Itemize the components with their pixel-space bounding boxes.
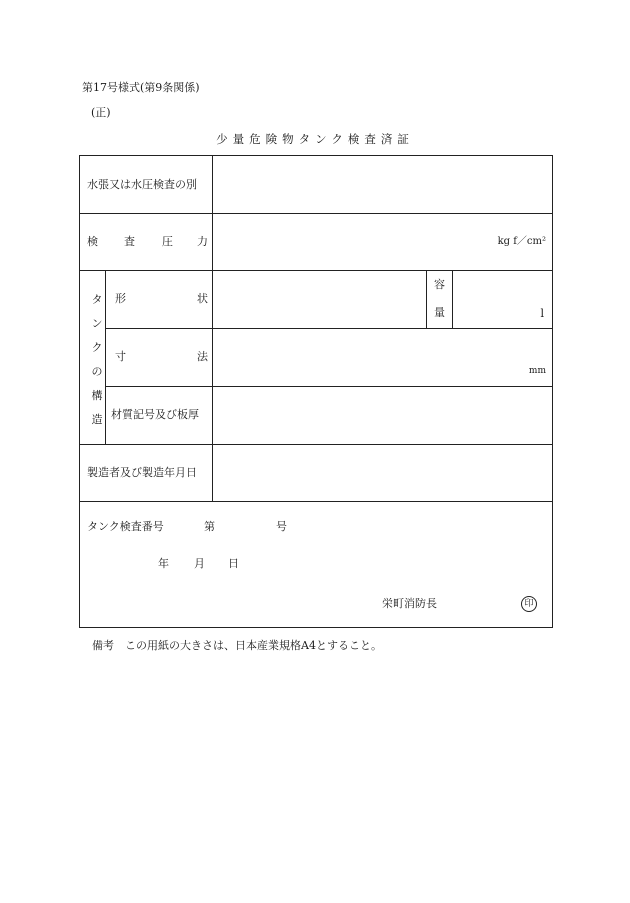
pressure-label-char: 査 <box>124 235 135 248</box>
structure-char: 造 <box>91 413 103 426</box>
certificate-form <box>79 155 553 628</box>
row-divider <box>80 501 552 502</box>
tank-structure-label <box>90 288 104 432</box>
month-label: 月 <box>194 557 205 570</box>
form-number: 第17号様式(第9条関係) <box>82 81 200 94</box>
column-divider <box>105 270 106 444</box>
row-divider <box>80 213 552 214</box>
number-prefix: 第 <box>204 520 215 533</box>
number-suffix: 号 <box>276 520 287 533</box>
column-divider <box>452 270 453 328</box>
dimension-label-char: 法 <box>197 350 208 363</box>
capacity-label-char: 容 <box>434 278 445 291</box>
year-label: 年 <box>158 557 169 570</box>
capacity-label-char: 量 <box>434 306 445 319</box>
remarks-note: 備考 この用紙の大きさは、日本産業規格A4とすること。 <box>92 639 382 652</box>
day-label: 日 <box>228 557 239 570</box>
pressure-unit: kg f／cm² <box>497 236 546 247</box>
row-divider <box>105 328 552 329</box>
dimension-label-char: 寸 <box>115 350 126 363</box>
structure-char: の <box>91 365 103 378</box>
shape-label-char: 状 <box>197 292 208 305</box>
pressure-label-char: 力 <box>197 235 208 248</box>
test-type-label: 水張又は水圧検査の別 <box>87 178 197 191</box>
manufacturer-label: 製造者及び製造年月日 <box>87 466 197 479</box>
pressure-label-char: 検 <box>87 235 98 248</box>
side-label: (正) <box>91 106 111 119</box>
dimension-unit: mm <box>528 366 546 376</box>
issuer-label: 栄町消防長 <box>382 597 437 610</box>
seal-mark: 印 <box>521 596 537 612</box>
material-label: 材質記号及び板厚 <box>111 408 199 421</box>
capacity-unit: l <box>540 307 544 320</box>
row-divider <box>80 270 552 271</box>
structure-char: タ <box>91 293 103 306</box>
shape-label-char: 形 <box>115 292 126 305</box>
structure-char: ク <box>91 341 103 354</box>
row-divider <box>105 386 552 387</box>
pressure-label-char: 圧 <box>162 235 173 248</box>
column-divider <box>212 156 213 501</box>
structure-char: ン <box>91 317 103 330</box>
structure-char: 構 <box>91 389 103 402</box>
inspection-number-label: タンク検査番号 <box>87 520 164 533</box>
page-title: 少量危険物タンク検査済証 <box>216 132 414 146</box>
row-divider <box>80 444 552 445</box>
column-divider <box>426 270 427 328</box>
